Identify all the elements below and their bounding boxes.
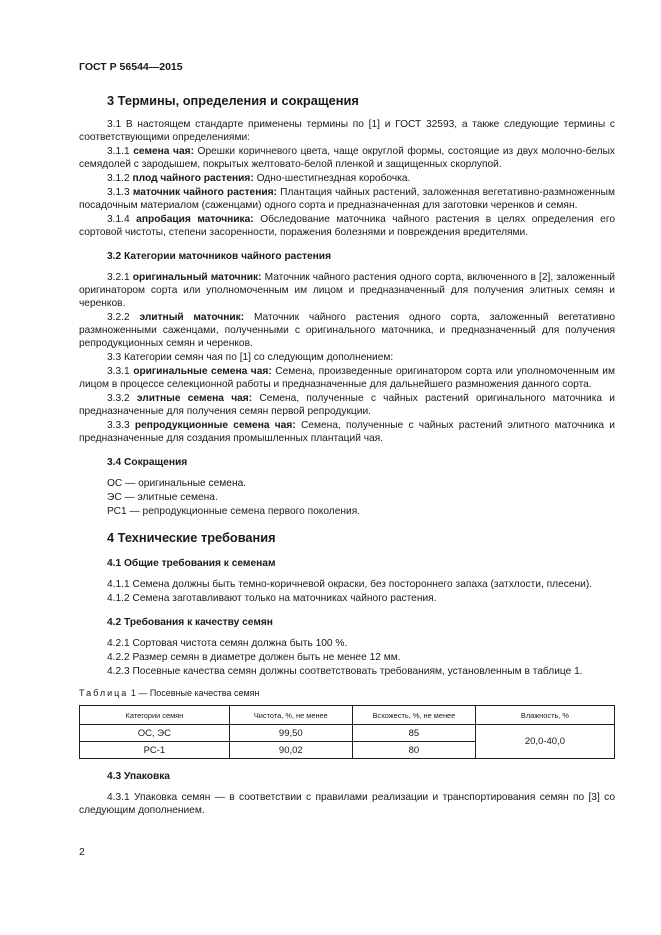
table-cell: 85	[352, 725, 475, 742]
section-4-title: 4 Технические требования	[107, 530, 276, 545]
subsection-4-3-title: 4.3 Упаковка	[107, 771, 170, 782]
term-name: оригинальные семена чая:	[133, 366, 272, 377]
term-number: 3.2.1	[107, 272, 130, 283]
term-definition: Обследование маточника чайного растения в целях определения его сортовой чистоты, степени засоренности, поражения болезнями и повреждения вредителями.	[79, 214, 615, 238]
term-definition: Маточник чайного растения одного сорта, включенного в [2], заложенный оригинатором сорта или уполномоченным им лицом и предназначенный для получения элитных семян и черенков.	[79, 272, 615, 309]
col-header-purity: Чистота, %, не менее	[229, 706, 352, 725]
col-header-germination: Всхожесть, %, не менее	[352, 706, 475, 725]
term-number: 3.1.2	[107, 173, 130, 184]
term-number: 3.2.2	[107, 312, 130, 323]
paragraph-4-1-1: 4.1.1 Семена должны быть темно-коричневой окраски, без постороннего запаха (затхлости, плесени).	[107, 579, 593, 590]
col-header-moisture: Влажность, %	[475, 706, 614, 725]
table-header-row	[80, 706, 615, 725]
subsection-3-2-title: 3.2 Категории маточников чайного растения	[107, 251, 332, 262]
term-definition: Семена, полученные с чайных растений оригинального маточника и предназначенные для получения семян первой репродукции.	[79, 393, 615, 417]
abbreviation-rs1: РС1 — репродукционные семена первого поколения.	[107, 506, 361, 517]
term-3-3-3	[79, 419, 615, 445]
term-name: оригинальный маточник:	[132, 272, 262, 283]
term-name: элитные семена чая:	[136, 393, 253, 404]
term-name: репродукционные семена чая:	[134, 420, 296, 431]
term-number: 3.3.2	[107, 393, 130, 404]
table-cell: ОС, ЭС	[80, 725, 230, 742]
term-3-3-2	[79, 392, 615, 418]
subsection-4-1-title: 4.1 Общие требования к семенам	[107, 558, 276, 569]
subsection-3-4-title: 3.4 Сокращения	[107, 457, 188, 468]
table-cell: 99,50	[229, 725, 352, 742]
col-header-category: Категории семян	[80, 706, 230, 725]
term-name: плод чайного растения:	[132, 173, 254, 184]
term-definition: Семена, полученные с чайных растений элитного маточника и предназначенные для создания промышленных плантаций чая.	[79, 420, 615, 444]
paragraph-4-2-1: 4.2.1 Сортовая чистота семян должна быть 100 %.	[107, 638, 348, 649]
term-definition: Плантация чайных растений, заложенная вегетативно-размноженным посадочным материалом (саженцами) одного сорта и предназначенная для заготовки черенков и семян.	[79, 187, 615, 211]
term-number: 3.3.3	[107, 420, 130, 431]
table-cell: РС-1	[80, 742, 230, 759]
term-3-1-2	[79, 172, 615, 185]
table-caption-word: Таблица	[79, 688, 129, 698]
subsection-4-2-title: 4.2 Требования к качеству семян	[107, 617, 273, 628]
term-3-3-1	[79, 365, 615, 391]
document-header: ГОСТ Р 56544—2015	[79, 61, 183, 73]
table-caption	[79, 688, 615, 699]
term-3-1-1	[79, 145, 615, 171]
table-cell-moisture: 20,0-40,0	[475, 725, 614, 759]
abbreviation-es: ЭС — элитные семена.	[107, 492, 218, 503]
seed-quality-table	[79, 705, 615, 759]
paragraph-4-3-1: 4.3.1 Упаковка семян — в соответствии с правилами реализации и транспортирования семян по [3] со следующим дополнением.	[79, 792, 615, 816]
paragraph-4-1-2: 4.1.2 Семена заготавливают только на маточниках чайного растения.	[107, 593, 437, 604]
term-3-1-3	[79, 186, 615, 212]
term-definition: Одно-шестигнездная коробочка.	[256, 173, 411, 184]
term-definition: Орешки коричневого цвета, чаще округлой формы, состоящие из двух молочно-белых семядолей с зародышем, покрытых желтовато-белой пленкой и защищенных скорлупой.	[79, 146, 615, 170]
page-number: 2	[79, 846, 85, 858]
term-name: апробация маточника:	[136, 214, 254, 225]
term-3-1-4	[79, 213, 615, 239]
table-cell: 80	[352, 742, 475, 759]
term-number: 3.1.3	[107, 187, 130, 198]
paragraph-4-2-2: 4.2.2 Размер семян в диаметре должен быть не менее 12 мм.	[107, 652, 401, 663]
section-3-title: 3 Термины, определения и сокращения	[107, 93, 359, 108]
term-number: 3.1.1	[107, 146, 130, 157]
term-3-2-2	[79, 311, 615, 350]
abbreviation-os: ОС — оригинальные семена.	[107, 478, 247, 489]
term-number: 3.3.1	[107, 366, 130, 377]
term-name: семена чая:	[133, 146, 194, 157]
paragraph-3-3: 3.3 Категории семян чая по [1] со следующим дополнением:	[107, 352, 394, 363]
document-body	[79, 88, 615, 818]
term-name: элитный маточник:	[139, 312, 245, 323]
table-row	[80, 725, 615, 742]
term-3-2-1	[79, 271, 615, 310]
paragraph-3-1: 3.1 В настоящем стандарте применены термины по [1] и ГОСТ 32593, а также следующие термины с соответствующими определениями:	[79, 119, 615, 143]
term-definition: Семена, произведенные оригинатором сорта или уполномоченным им лицом в процессе селекционной работы и предназначенные для дальнейшего размножения данного сорта.	[79, 366, 615, 390]
term-definition: Маточник чайного растения одного сорта, заложенный вегетативно размноженными саженцами, полученными с оригинального маточника, и предназначенный для получения репродукционных семян и черенков.	[79, 312, 615, 349]
term-number: 3.1.4	[107, 214, 130, 225]
table-caption-text: 1 — Посевные качества семян	[130, 688, 260, 698]
term-name: маточник чайного растения:	[132, 187, 277, 198]
table-cell: 90,02	[229, 742, 352, 759]
paragraph-4-2-3: 4.2.3 Посевные качества семян должны соответствовать требованиям, установленным в таблице 1.	[107, 666, 583, 677]
